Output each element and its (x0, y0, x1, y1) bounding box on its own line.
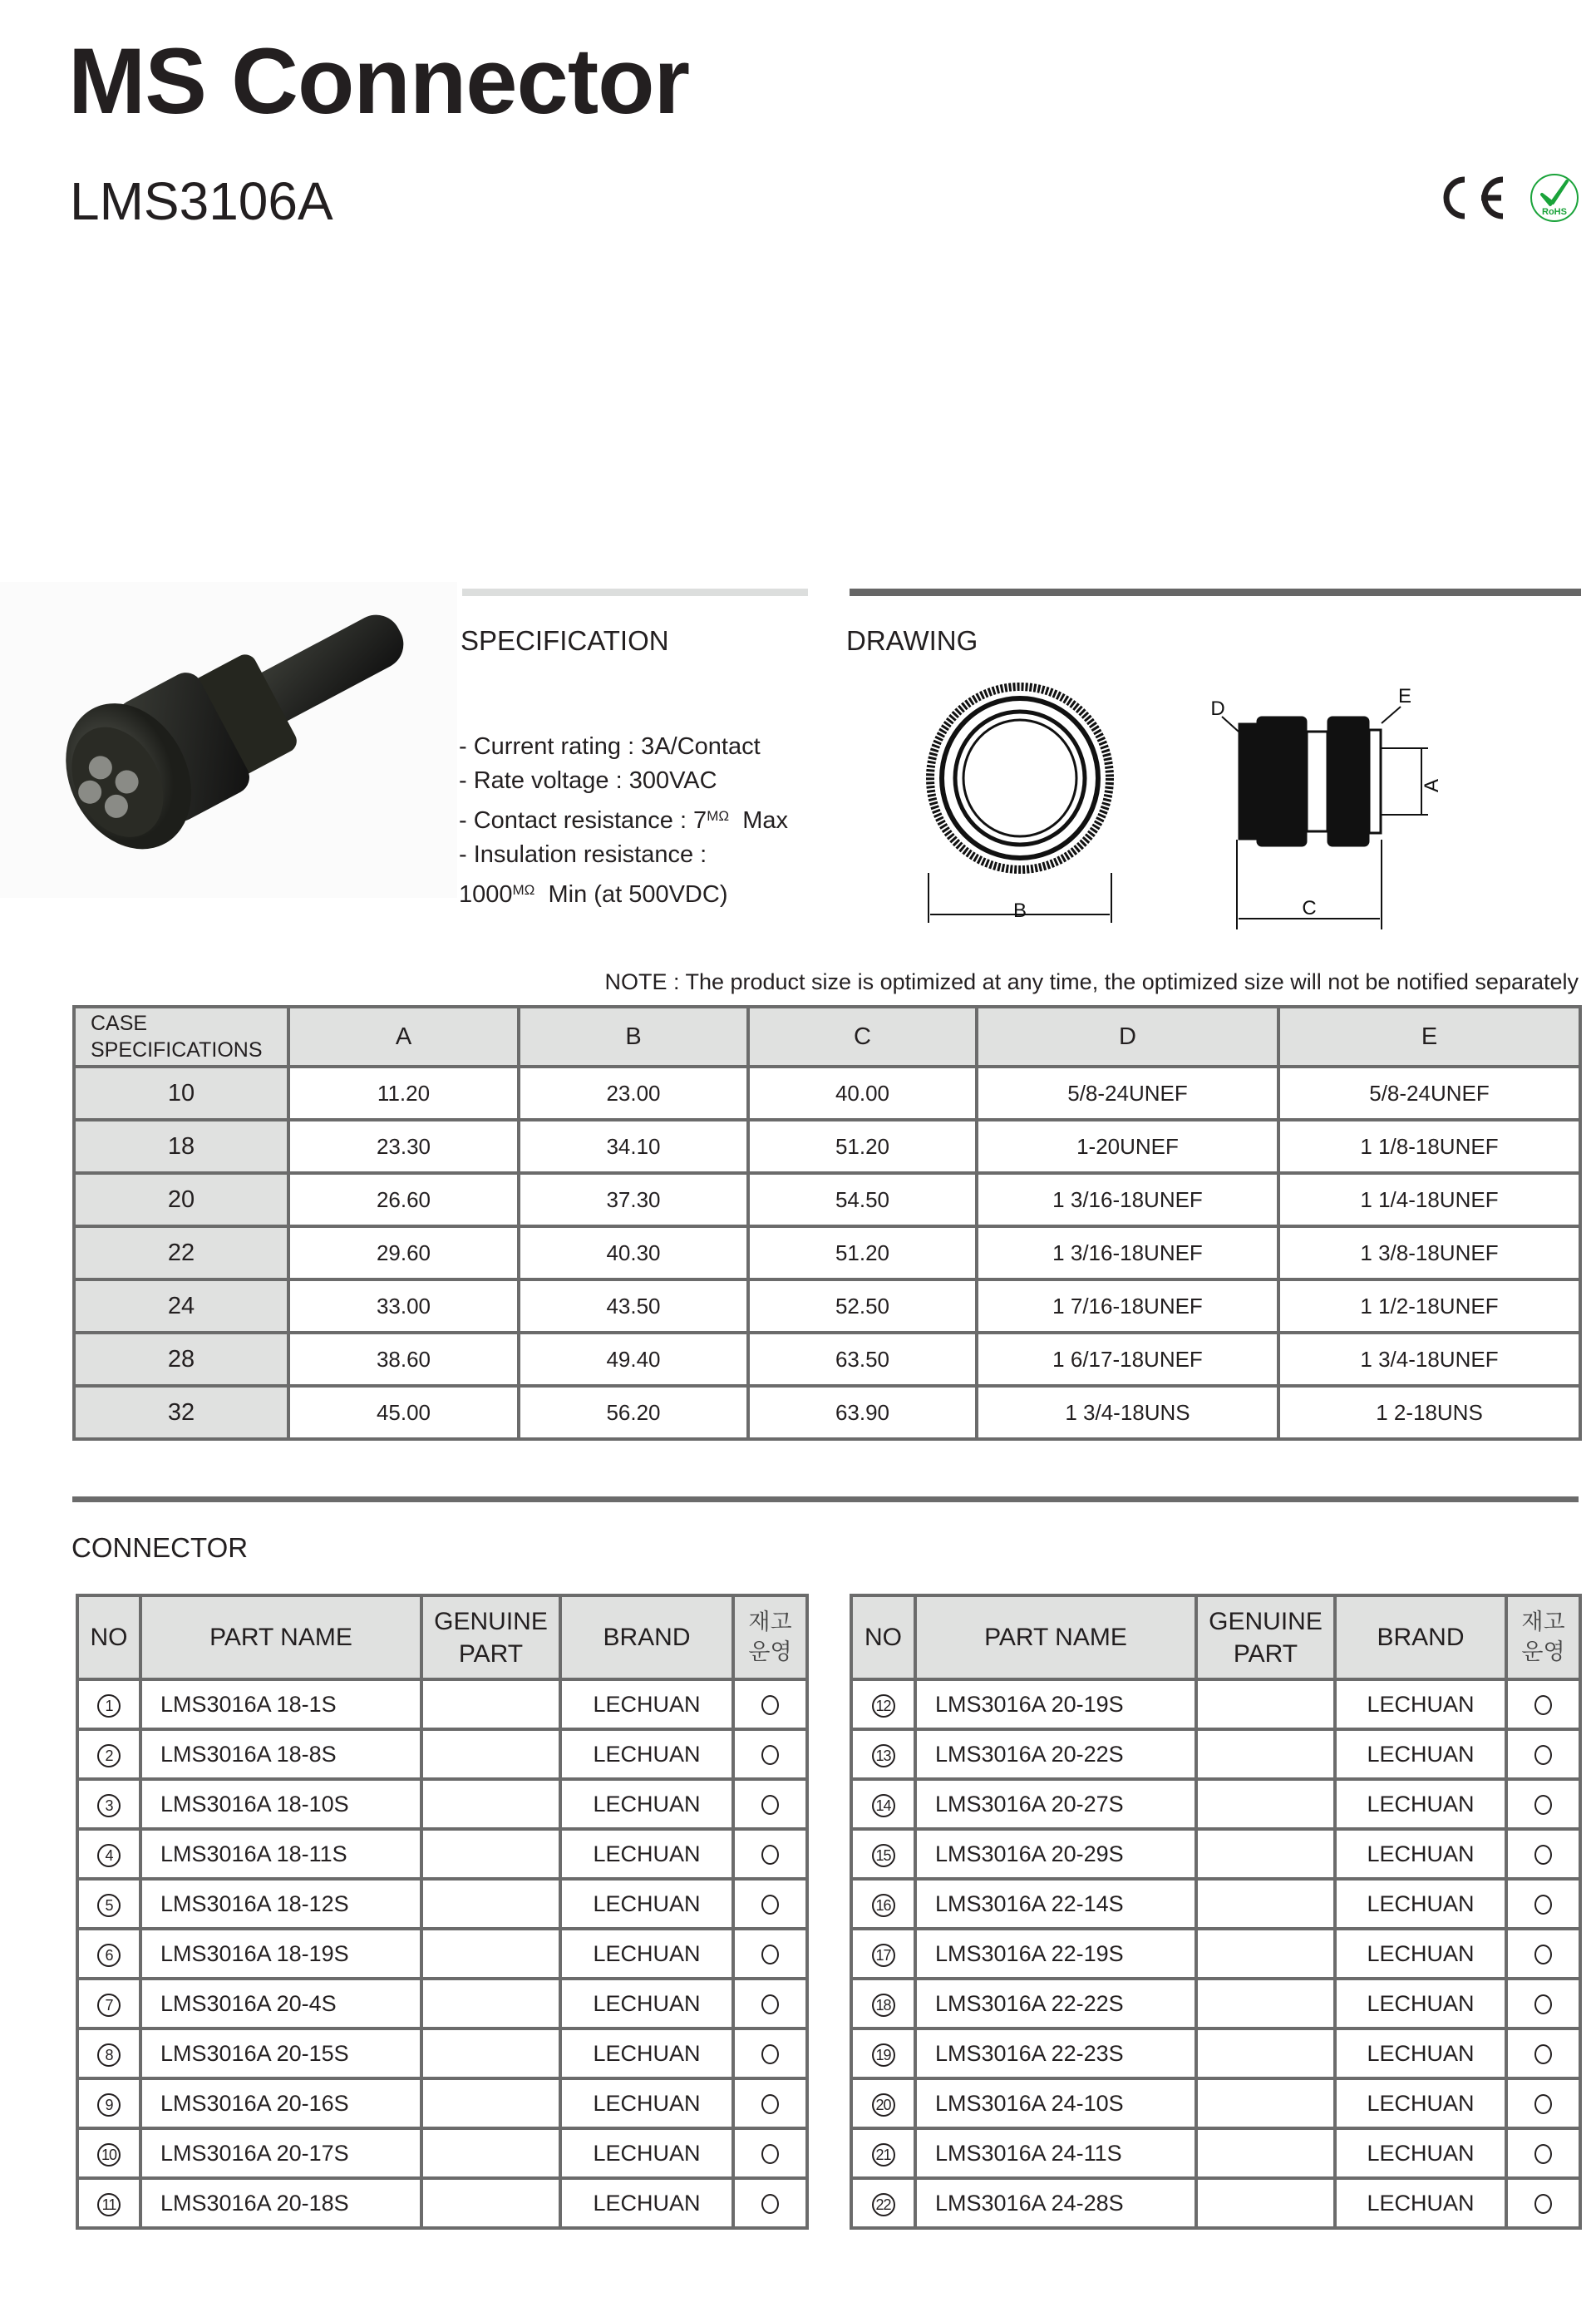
unit: MΩ (512, 882, 535, 898)
column-header-part-name: PART NAME (140, 1595, 421, 1679)
no-cell (851, 2178, 915, 2228)
part-name-cell: LMS3016A 24-28S (915, 2178, 1196, 2228)
table-row (851, 1679, 1580, 1729)
table-row (851, 2028, 1580, 2078)
circled-number: 5 (97, 1894, 121, 1917)
part-name-cell: LMS3016A 20-17S (140, 2128, 421, 2178)
spec-insulation-resistance: - Insulation resistance : (459, 841, 707, 868)
stock-available-icon (761, 2144, 779, 2164)
column-header-a: A (288, 1007, 519, 1067)
part-name-cell: LMS3016A 22-14S (915, 1879, 1196, 1929)
no-cell (851, 1979, 915, 2028)
size-cell: 49.40 (519, 1333, 748, 1386)
genuine-part-cell (1196, 1729, 1335, 1779)
label-a: A (1421, 778, 1443, 793)
stock-available-icon (1534, 2144, 1552, 2164)
brand-cell: LECHUAN (1335, 1729, 1506, 1779)
genuine-part-cell (1196, 2128, 1335, 2178)
size-cell: 26.60 (288, 1173, 519, 1226)
no-cell (851, 1829, 915, 1879)
stock-available-icon (761, 2094, 779, 2114)
spec-insulation-value (459, 883, 727, 907)
case-cell: 24 (74, 1279, 288, 1333)
stock-cell (733, 2128, 807, 2178)
case-cell: 22 (74, 1226, 288, 1279)
circled-number: 1 (97, 1694, 121, 1718)
genuine-part-cell (1196, 1879, 1335, 1929)
table-row (74, 1120, 1580, 1173)
no-cell (77, 1879, 140, 1929)
size-cell: 54.50 (748, 1173, 977, 1226)
part-name-cell: LMS3016A 20-29S (915, 1829, 1196, 1879)
no-cell (77, 2078, 140, 2128)
size-cell: 45.00 (288, 1386, 519, 1439)
brand-cell: LECHUAN (560, 2078, 733, 2128)
stock-cell (733, 1679, 807, 1729)
stock-available-icon (1534, 1695, 1552, 1715)
brand-cell: LECHUAN (1335, 1679, 1506, 1729)
stock-cell (1506, 2178, 1580, 2228)
connector-photo (0, 582, 457, 898)
circled-number: 2 (97, 1744, 121, 1767)
size-cell: 51.20 (748, 1120, 977, 1173)
no-cell (77, 1929, 140, 1979)
stock-cell (733, 1929, 807, 1979)
genuine-part-cell (1196, 1829, 1335, 1879)
stock-available-icon (1534, 1745, 1552, 1765)
stock-available-icon (1534, 1895, 1552, 1915)
size-cell: 33.00 (288, 1279, 519, 1333)
column-header-no: NO (851, 1595, 915, 1679)
part-name-cell: LMS3016A 20-4S (140, 1979, 421, 2028)
part-name-cell: LMS3016A 18-10S (140, 1779, 421, 1829)
size-cell: 51.20 (748, 1226, 977, 1279)
part-name-cell: LMS3016A 18-8S (140, 1729, 421, 1779)
size-cell: 1 3/4-18UNEF (1278, 1333, 1580, 1386)
stock-available-icon (1534, 1945, 1552, 1964)
label-d: D (1210, 698, 1225, 720)
size-note: NOTE : The product size is optimized at any time, the optimized size will not be notified separately (604, 969, 1579, 994)
size-cell: 37.30 (519, 1173, 748, 1226)
size-table (72, 1005, 1582, 1441)
column-header-case: CASE SPECIFICATIONS (74, 1007, 288, 1067)
circled-number: 15 (872, 1844, 895, 1867)
drawing-bar (850, 589, 1581, 596)
stock-line-2: 운영 (1521, 1639, 1565, 1664)
part-name-cell: LMS3016A 20-18S (140, 2178, 421, 2228)
stock-available-icon (761, 1745, 779, 1765)
ce-mark-icon (1446, 180, 1503, 216)
size-cell: 56.20 (519, 1386, 748, 1439)
column-header-brand: BRAND (560, 1595, 733, 1679)
stock-cell (733, 1729, 807, 1779)
stock-cell (733, 2028, 807, 2078)
table-row (77, 1679, 807, 1729)
genuine-part-cell (421, 1979, 560, 2028)
size-cell: 1 3/8-18UNEF (1278, 1226, 1580, 1279)
circled-number: 18 (872, 1994, 895, 2017)
stock-available-icon (761, 2194, 779, 2214)
size-cell: 11.20 (288, 1067, 519, 1120)
genuine-part-cell (421, 1729, 560, 1779)
stock-available-icon (761, 1795, 779, 1815)
stock-cell (1506, 1729, 1580, 1779)
size-cell: 1 1/8-18UNEF (1278, 1120, 1580, 1173)
brand-cell: LECHUAN (560, 1879, 733, 1929)
size-cell: 40.30 (519, 1226, 748, 1279)
brand-cell: LECHUAN (1335, 1779, 1506, 1829)
svg-text:RoHS: RoHS (1542, 207, 1567, 217)
stock-line-1: 재고 (748, 1609, 792, 1635)
size-cell: 5/8-24UNEF (977, 1067, 1278, 1120)
part-name-cell: LMS3016A 18-19S (140, 1929, 421, 1979)
table-row (77, 1829, 807, 1879)
genuine-part-cell (1196, 1679, 1335, 1729)
circled-number: 20 (872, 2093, 895, 2117)
table-row (77, 1879, 807, 1929)
genuine-part-cell (421, 1879, 560, 1929)
drawing-heading: DRAWING (846, 625, 978, 656)
part-name-cell: LMS3016A 24-11S (915, 2128, 1196, 2178)
size-cell: 23.30 (288, 1120, 519, 1173)
stock-available-icon (761, 1895, 779, 1915)
case-cell: 32 (74, 1386, 288, 1439)
brand-cell: LECHUAN (560, 2178, 733, 2228)
stock-available-icon (761, 1845, 779, 1865)
table-row (851, 2128, 1580, 2178)
no-cell (851, 1729, 915, 1779)
part-name-cell: LMS3016A 20-19S (915, 1679, 1196, 1729)
case-cell: 28 (74, 1333, 288, 1386)
part-name-cell: LMS3016A 24-10S (915, 2078, 1196, 2128)
column-header-stock (733, 1595, 807, 1679)
genuine-part-cell (1196, 2028, 1335, 2078)
rohs-icon (1531, 175, 1578, 221)
stock-available-icon (1534, 1994, 1552, 2014)
brand-cell: LECHUAN (1335, 1929, 1506, 1979)
page-title: MS Connector (68, 29, 690, 133)
no-cell (77, 1679, 140, 1729)
column-header-no: NO (77, 1595, 140, 1679)
model-number: LMS3106A (70, 171, 333, 231)
circled-number: 6 (97, 1944, 121, 1967)
size-cell: 29.60 (288, 1226, 519, 1279)
label-b: B (1012, 900, 1027, 922)
table-row (77, 2078, 807, 2128)
circled-number: 7 (97, 1994, 121, 2017)
column-header-b: B (519, 1007, 748, 1067)
brand-cell: LECHUAN (560, 2128, 733, 2178)
contact-resistance-suffix: Max (742, 807, 788, 834)
genuine-line-2: PART (458, 1639, 524, 1668)
case-cell: 10 (74, 1067, 288, 1120)
table-row (851, 2078, 1580, 2128)
brand-cell: LECHUAN (1335, 2128, 1506, 2178)
stock-available-icon (1534, 2044, 1552, 2064)
brand-cell: LECHUAN (560, 1729, 733, 1779)
brand-cell: LECHUAN (1335, 2178, 1506, 2228)
unit: MΩ (707, 808, 730, 824)
genuine-part-cell (421, 1679, 560, 1729)
table-row (74, 1173, 1580, 1226)
specification-heading: SPECIFICATION (461, 625, 669, 656)
size-cell: 38.60 (288, 1333, 519, 1386)
insulation-value: 1000 (459, 881, 513, 908)
genuine-part-cell (1196, 1779, 1335, 1829)
brand-cell: LECHUAN (1335, 1829, 1506, 1879)
circled-number: 8 (97, 2043, 121, 2067)
no-cell (77, 2128, 140, 2178)
brand-cell: LECHUAN (560, 1679, 733, 1729)
stock-cell (1506, 2078, 1580, 2128)
circled-number: 4 (97, 1844, 121, 1867)
brand-cell: LECHUAN (1335, 1879, 1506, 1929)
brand-cell: LECHUAN (560, 1829, 733, 1879)
table-row (77, 2178, 807, 2228)
stock-cell (1506, 1979, 1580, 2028)
table-row (851, 2178, 1580, 2228)
part-name-cell: LMS3016A 22-19S (915, 1929, 1196, 1979)
column-header-d: D (977, 1007, 1278, 1067)
brand-cell: LECHUAN (560, 1929, 733, 1979)
stock-available-icon (1534, 1845, 1552, 1865)
no-cell (851, 1929, 915, 1979)
table-row (74, 1386, 1580, 1439)
stock-cell (1506, 1679, 1580, 1729)
part-name-cell: LMS3016A 18-11S (140, 1829, 421, 1879)
circled-number: 22 (872, 2193, 895, 2216)
part-name-cell: LMS3016A 22-23S (915, 2028, 1196, 2078)
size-cell: 5/8-24UNEF (1278, 1067, 1580, 1120)
stock-cell (1506, 1929, 1580, 1979)
genuine-part-cell (421, 1829, 560, 1879)
stock-cell (733, 2178, 807, 2228)
genuine-part-cell (1196, 2078, 1335, 2128)
label-e: E (1397, 685, 1412, 707)
table-row (74, 1226, 1580, 1279)
no-cell (851, 1679, 915, 1729)
stock-available-icon (1534, 2194, 1552, 2214)
table-row (77, 1979, 807, 2028)
column-header-part-name: PART NAME (915, 1595, 1196, 1679)
size-cell: 43.50 (519, 1279, 748, 1333)
table-row (77, 1779, 807, 1829)
part-name-cell: LMS3016A 20-15S (140, 2028, 421, 2078)
table-row (851, 1829, 1580, 1879)
no-cell (77, 2178, 140, 2228)
dimension-drawing (914, 665, 1579, 931)
stock-cell (733, 1779, 807, 1829)
circled-number: 16 (872, 1894, 895, 1917)
genuine-line-2: PART (1233, 1639, 1298, 1668)
stock-cell (1506, 1879, 1580, 1929)
spec-contact-resistance (459, 809, 788, 833)
table-row (851, 1779, 1580, 1829)
brand-cell: LECHUAN (1335, 1979, 1506, 2028)
circled-number: 13 (872, 1744, 895, 1767)
part-name-cell: LMS3016A 18-12S (140, 1879, 421, 1929)
stock-cell (1506, 1779, 1580, 1829)
genuine-part-cell (1196, 2178, 1335, 2228)
size-cell: 1 3/4-18UNS (977, 1386, 1278, 1439)
stock-cell (733, 1879, 807, 1929)
genuine-part-cell (421, 2178, 560, 2228)
size-cell: 1-20UNEF (977, 1120, 1278, 1173)
label-c: C (1302, 897, 1317, 919)
connector-table-left (76, 1594, 809, 2230)
circled-number: 19 (872, 2043, 895, 2067)
section-divider (72, 1496, 1579, 1502)
stock-available-icon (1534, 1795, 1552, 1815)
stock-cell (733, 2078, 807, 2128)
no-cell (77, 2028, 140, 2078)
size-cell: 34.10 (519, 1120, 748, 1173)
stock-available-icon (761, 1695, 779, 1715)
genuine-line-1: GENUINE (434, 1607, 548, 1635)
stock-cell (1506, 2128, 1580, 2178)
circled-number: 21 (872, 2143, 895, 2167)
table-row (851, 1979, 1580, 2028)
genuine-part-cell (1196, 1929, 1335, 1979)
size-cell: 40.00 (748, 1067, 977, 1120)
stock-available-icon (761, 1994, 779, 2014)
brand-cell: LECHUAN (560, 1779, 733, 1829)
circled-number: 10 (97, 2143, 121, 2167)
spec-current-rating: - Current rating : 3A/Contact (459, 733, 761, 760)
case-cell: 18 (74, 1120, 288, 1173)
table-row (851, 1929, 1580, 1979)
table-row (77, 2028, 807, 2078)
no-cell (77, 1729, 140, 1779)
part-name-cell: LMS3016A 20-22S (915, 1729, 1196, 1779)
size-cell: 63.90 (748, 1386, 977, 1439)
column-header-stock (1506, 1595, 1580, 1679)
table-row (851, 1879, 1580, 1929)
size-cell: 63.50 (748, 1333, 977, 1386)
circled-number: 3 (97, 1794, 121, 1817)
genuine-part-cell (421, 2028, 560, 2078)
stock-available-icon (761, 1945, 779, 1964)
brand-cell: LECHUAN (560, 2028, 733, 2078)
stock-available-icon (1534, 2094, 1552, 2114)
size-cell: 1 6/17-18UNEF (977, 1333, 1278, 1386)
stock-line-1: 재고 (1521, 1609, 1565, 1635)
size-cell: 23.00 (519, 1067, 748, 1120)
table-row (77, 1929, 807, 1979)
no-cell (851, 1879, 915, 1929)
stock-cell (1506, 1829, 1580, 1879)
table-row (77, 2128, 807, 2178)
connector-heading: CONNECTOR (71, 1532, 249, 1563)
table-row (74, 1067, 1580, 1120)
contact-resistance-label: - Contact resistance : 7 (459, 807, 707, 834)
insulation-suffix: Min (at 500VDC) (548, 881, 728, 908)
no-cell (77, 1829, 140, 1879)
genuine-part-cell (1196, 1979, 1335, 2028)
size-cell: 52.50 (748, 1279, 977, 1333)
stock-cell (733, 1829, 807, 1879)
connector-table-right (850, 1594, 1582, 2230)
part-name-cell: LMS3016A 18-1S (140, 1679, 421, 1729)
stock-available-icon (761, 2044, 779, 2064)
genuine-part-cell (421, 1779, 560, 1829)
stock-cell (1506, 2028, 1580, 2078)
part-name-cell: LMS3016A 20-16S (140, 2078, 421, 2128)
column-header-c: C (748, 1007, 977, 1067)
size-cell: 1 2-18UNS (1278, 1386, 1580, 1439)
table-row (851, 1729, 1580, 1779)
column-header-genuine-part (1196, 1595, 1335, 1679)
brand-cell: LECHUAN (560, 1979, 733, 2028)
stock-cell (733, 1979, 807, 2028)
stock-line-2: 운영 (748, 1639, 792, 1664)
table-row (77, 1729, 807, 1779)
size-cell: 1 3/16-18UNEF (977, 1173, 1278, 1226)
column-header-e: E (1278, 1007, 1580, 1067)
specification-bar (462, 589, 808, 596)
column-header-genuine-part (421, 1595, 560, 1679)
genuine-part-cell (421, 2128, 560, 2178)
size-cell: 1 1/2-18UNEF (1278, 1279, 1580, 1333)
no-cell (851, 2078, 915, 2128)
no-cell (851, 2028, 915, 2078)
spec-rate-voltage: - Rate voltage : 300VAC (459, 767, 717, 794)
table-row (74, 1279, 1580, 1333)
genuine-part-cell (421, 1929, 560, 1979)
genuine-line-1: GENUINE (1209, 1607, 1323, 1635)
part-name-cell: LMS3016A 22-22S (915, 1979, 1196, 2028)
circled-number: 12 (872, 1694, 895, 1718)
no-cell (851, 2128, 915, 2178)
certification-marks (1430, 166, 1588, 233)
circled-number: 9 (97, 2093, 121, 2117)
column-header-brand: BRAND (1335, 1595, 1506, 1679)
circled-number: 17 (872, 1944, 895, 1967)
case-cell: 20 (74, 1173, 288, 1226)
part-name-cell: LMS3016A 20-27S (915, 1779, 1196, 1829)
no-cell (77, 1779, 140, 1829)
brand-cell: LECHUAN (1335, 2078, 1506, 2128)
circled-number: 11 (97, 2193, 121, 2216)
circled-number: 14 (872, 1794, 895, 1817)
no-cell (77, 1979, 140, 2028)
no-cell (851, 1779, 915, 1829)
genuine-part-cell (421, 2078, 560, 2128)
size-cell: 1 7/16-18UNEF (977, 1279, 1278, 1333)
size-cell: 1 3/16-18UNEF (977, 1226, 1278, 1279)
brand-cell: LECHUAN (1335, 2028, 1506, 2078)
table-row (74, 1333, 1580, 1386)
size-cell: 1 1/4-18UNEF (1278, 1173, 1580, 1226)
